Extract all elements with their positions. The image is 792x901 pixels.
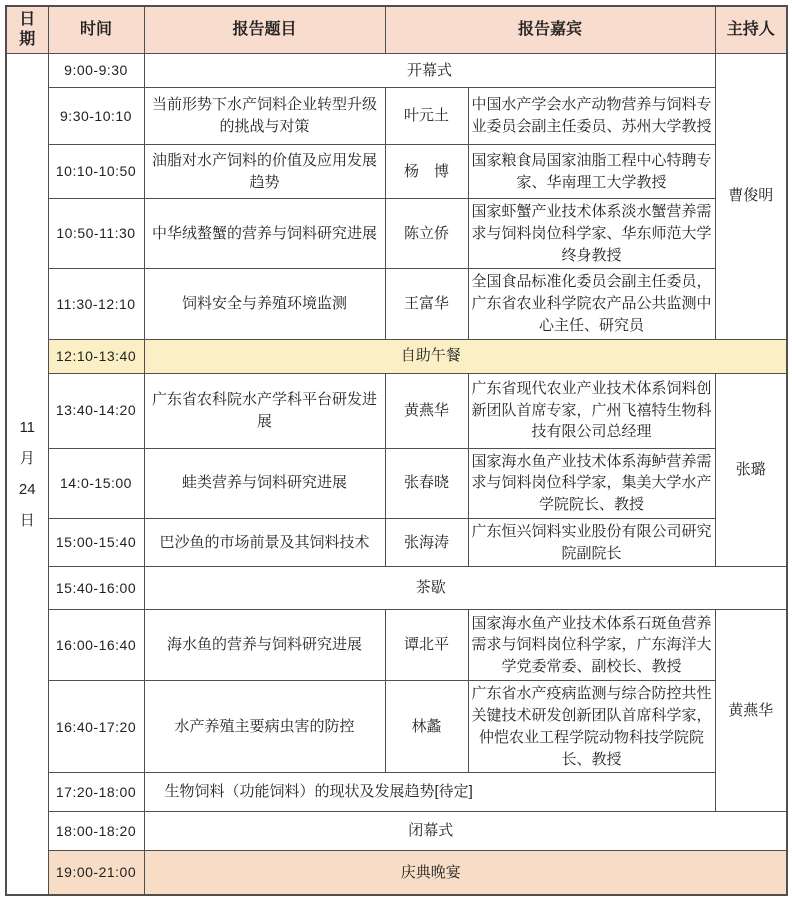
speaker-cell: 王富华 bbox=[385, 269, 468, 339]
time-cell: 10:10-10:50 bbox=[48, 145, 144, 199]
affiliation-cell: 国家虾蟹产业技术体系淡水蟹营养需求与饲料岗位科学家、华东师范大学终身教授 bbox=[468, 199, 715, 269]
header-cell-date bbox=[6, 6, 48, 54]
table-row bbox=[6, 448, 787, 518]
speaker-cell: 叶元土 bbox=[385, 88, 468, 145]
time-cell: 15:40-16:00 bbox=[48, 567, 144, 610]
date-line-day-num: 24 bbox=[18, 480, 36, 498]
table-row-tbd bbox=[6, 773, 787, 812]
speaker-cell: 林蠡 bbox=[385, 681, 468, 773]
speaker-cell: 张春晓 bbox=[385, 448, 468, 518]
title-cell: 当前形势下水产饲料企业转型升级的挑战与对策 bbox=[144, 88, 385, 145]
header-cell-guest: 报告嘉宾 bbox=[385, 6, 715, 54]
speaker-cell: 谭北平 bbox=[385, 610, 468, 681]
date-line-day: 日 bbox=[19, 511, 35, 529]
table-row bbox=[6, 681, 787, 773]
title-cell: 广东省农科院水产学科平台研发进展 bbox=[144, 373, 385, 448]
time-cell: 16:40-17:20 bbox=[48, 681, 144, 773]
time-cell: 11:30-12:10 bbox=[48, 269, 144, 339]
time-cell: 13:40-14:20 bbox=[48, 373, 144, 448]
title-cell: 饲料安全与养殖环境监测 bbox=[144, 269, 385, 339]
table-row-opening bbox=[6, 54, 787, 88]
table-row-lunch bbox=[6, 339, 787, 373]
table-row-banquet bbox=[6, 851, 787, 895]
affiliation-cell: 国家海水鱼产业技术体系海鲈营养需求与饲料岗位科学家，集美大学水产学院院长、教授 bbox=[468, 448, 715, 518]
table-row bbox=[6, 518, 787, 567]
title-cell: 中华绒螯蟹的营养与饲料研究进展 bbox=[144, 199, 385, 269]
event-cell-tea-break: 茶歇 bbox=[144, 567, 787, 610]
table-row bbox=[6, 88, 787, 145]
speaker-cell: 杨 博 bbox=[385, 145, 468, 199]
time-cell: 9:00-9:30 bbox=[48, 54, 144, 88]
title-cell: 蛙类营养与饲料研究进展 bbox=[144, 448, 385, 518]
date-line-month-num: 11 bbox=[19, 418, 36, 436]
header-date-line1: 日 bbox=[19, 11, 36, 28]
speaker-cell: 张海涛 bbox=[385, 518, 468, 567]
affiliation-cell: 广东省水产疫病监测与综合防控共性关键技术研发创新团队首席科学家，仲恺农业工程学院动物科技学院院长、教授 bbox=[468, 681, 715, 773]
date-cell bbox=[6, 54, 48, 895]
table-row bbox=[6, 199, 787, 269]
time-cell: 16:00-16:40 bbox=[48, 610, 144, 681]
time-cell: 10:50-11:30 bbox=[48, 199, 144, 269]
event-cell-closing: 闭幕式 bbox=[144, 812, 787, 851]
affiliation-cell: 中国水产学会水产动物营养与饲料专业委员会副主任委员、苏州大学教授 bbox=[468, 88, 715, 145]
header-row bbox=[6, 6, 787, 54]
header-date-line2: 期 bbox=[19, 31, 36, 48]
affiliation-cell: 国家粮食局国家油脂工程中心特聘专家、华南理工大学教授 bbox=[468, 145, 715, 199]
affiliation-cell: 全国食品标准化委员会副主任委员，广东省农业科学院农产品公共监测中心主任、研究员 bbox=[468, 269, 715, 339]
time-cell: 15:00-15:40 bbox=[48, 518, 144, 567]
title-cell: 油脂对水产饲料的价值及应用发展趋势 bbox=[144, 145, 385, 199]
speaker-cell: 陈立侨 bbox=[385, 199, 468, 269]
header-cell-title: 报告题目 bbox=[144, 6, 385, 54]
title-cell: 海水鱼的营养与饲料研究进展 bbox=[144, 610, 385, 681]
title-cell: 巴沙鱼的市场前景及其饲料技术 bbox=[144, 518, 385, 567]
host-cell: 张璐 bbox=[715, 373, 787, 567]
conference-schedule-table bbox=[5, 5, 788, 896]
date-line-month: 月 bbox=[19, 449, 35, 467]
affiliation-cell: 广东恒兴饲料实业股份有限公司研究院副院长 bbox=[468, 518, 715, 567]
affiliation-cell: 广东省现代农业产业技术体系饲料创新团队首席专家，广州飞禧特生物科技有限公司总经理 bbox=[468, 373, 715, 448]
table-row bbox=[6, 373, 787, 448]
time-cell: 14:0-15:00 bbox=[48, 448, 144, 518]
header-cell-host: 主持人 bbox=[715, 6, 787, 54]
table-row-tea-break bbox=[6, 567, 787, 610]
event-cell-lunch: 自助午餐 bbox=[144, 339, 787, 373]
speaker-cell: 黄燕华 bbox=[385, 373, 468, 448]
time-cell: 9:30-10:10 bbox=[48, 88, 144, 145]
host-cell: 黄燕华 bbox=[715, 610, 787, 812]
host-cell: 曹俊明 bbox=[715, 54, 787, 340]
table-row bbox=[6, 145, 787, 199]
table-row bbox=[6, 269, 787, 339]
title-cell: 水产养殖主要病虫害的防控 bbox=[144, 681, 385, 773]
time-cell: 19:00-21:00 bbox=[48, 851, 144, 895]
time-cell: 12:10-13:40 bbox=[48, 339, 144, 373]
table-row bbox=[6, 610, 787, 681]
event-cell-tbd-talk: 生物饲料（功能饲料）的现状及发展趋势[待定] bbox=[144, 773, 715, 812]
affiliation-cell: 国家海水鱼产业技术体系石斑鱼营养需求与饲料岗位科学家，广东海洋大学党委常委、副校长、教授 bbox=[468, 610, 715, 681]
event-cell-banquet: 庆典晚宴 bbox=[144, 851, 787, 895]
table-row-closing bbox=[6, 812, 787, 851]
event-cell-opening: 开幕式 bbox=[144, 54, 715, 88]
time-cell: 18:00-18:20 bbox=[48, 812, 144, 851]
header-cell-time: 时间 bbox=[48, 6, 144, 54]
time-cell: 17:20-18:00 bbox=[48, 773, 144, 812]
